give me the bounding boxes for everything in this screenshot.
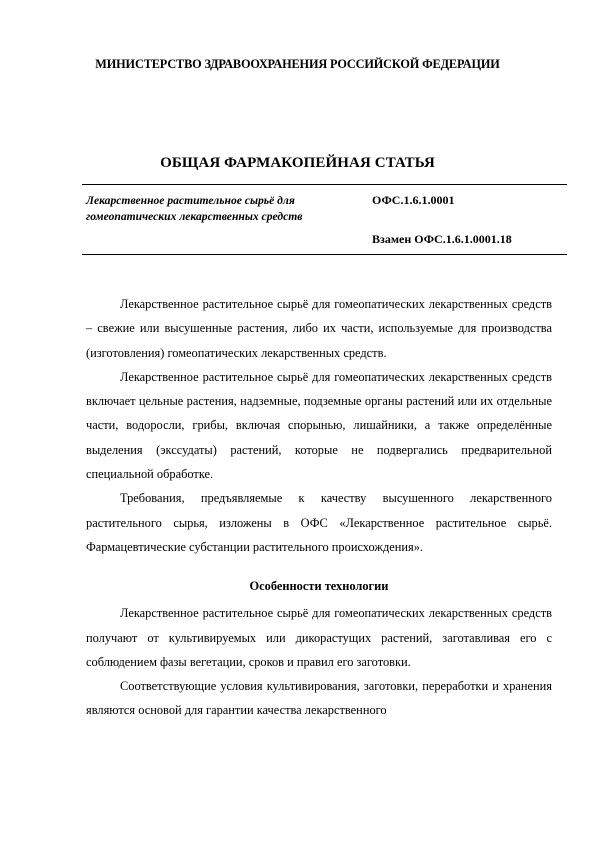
section-heading: Особенности технологии	[249, 579, 389, 594]
bottom-divider	[82, 254, 567, 255]
ministry-header: МИНИСТЕРСТВО ЗДРАВООХРАНЕНИЯ РОССИЙСКОЙ ФЕДЕРАЦИИ	[95, 57, 500, 71]
article-code: ОФС.1.6.1.0001	[372, 193, 455, 207]
paragraph-conditions: Соответствующие условия культивирования, заготовки, переработки и хранения являются основой для гарантии качества лекарственного	[86, 679, 552, 718]
top-divider	[82, 184, 567, 185]
paragraph-definition: Лекарственное растительное сырьё для гомеопатических лекарственных средств – свежие или высушенные растения, либо их части, используемые для производства (изготовления) гомеопатических лекарственных средств.	[86, 297, 552, 360]
document-title: ОБЩАЯ ФАРМАКОПЕЙНАЯ СТАТЬЯ	[160, 155, 435, 171]
replaces-code: Взамен ОФС.1.6.1.0001.18	[372, 232, 512, 246]
paragraph-sourcing: Лекарственное растительное сырьё для гомеопатических лекарственных средств получают от культивируемых или дикорастущих растений, заготавливая его с соблюдением фазы вегетации, сроков и правил его заготовки.	[86, 606, 552, 669]
article-body	[86, 292, 552, 723]
paragraph-composition: Лекарственное растительное сырьё для гомеопатических лекарственных средств включает цельные растения, надземные, подземные органы растений или их отдельные части, водоросли, грибы, включая спорынью, лишайники, а также определённые выделения (экссудаты) растений, которые не подвергались предварительной специальной обработке.	[86, 369, 552, 482]
paragraph-requirements: Требования, предъявляемые к качеству высушенного лекарственного растительного сырья, изложены в ОФС «Лекарственное растительное сырьё. Фармацевтические субстанции растительного происхождения».	[86, 491, 552, 554]
article-name: Лекарственное растительное сырьё для гомеопатических лекарственных средств	[86, 194, 303, 223]
